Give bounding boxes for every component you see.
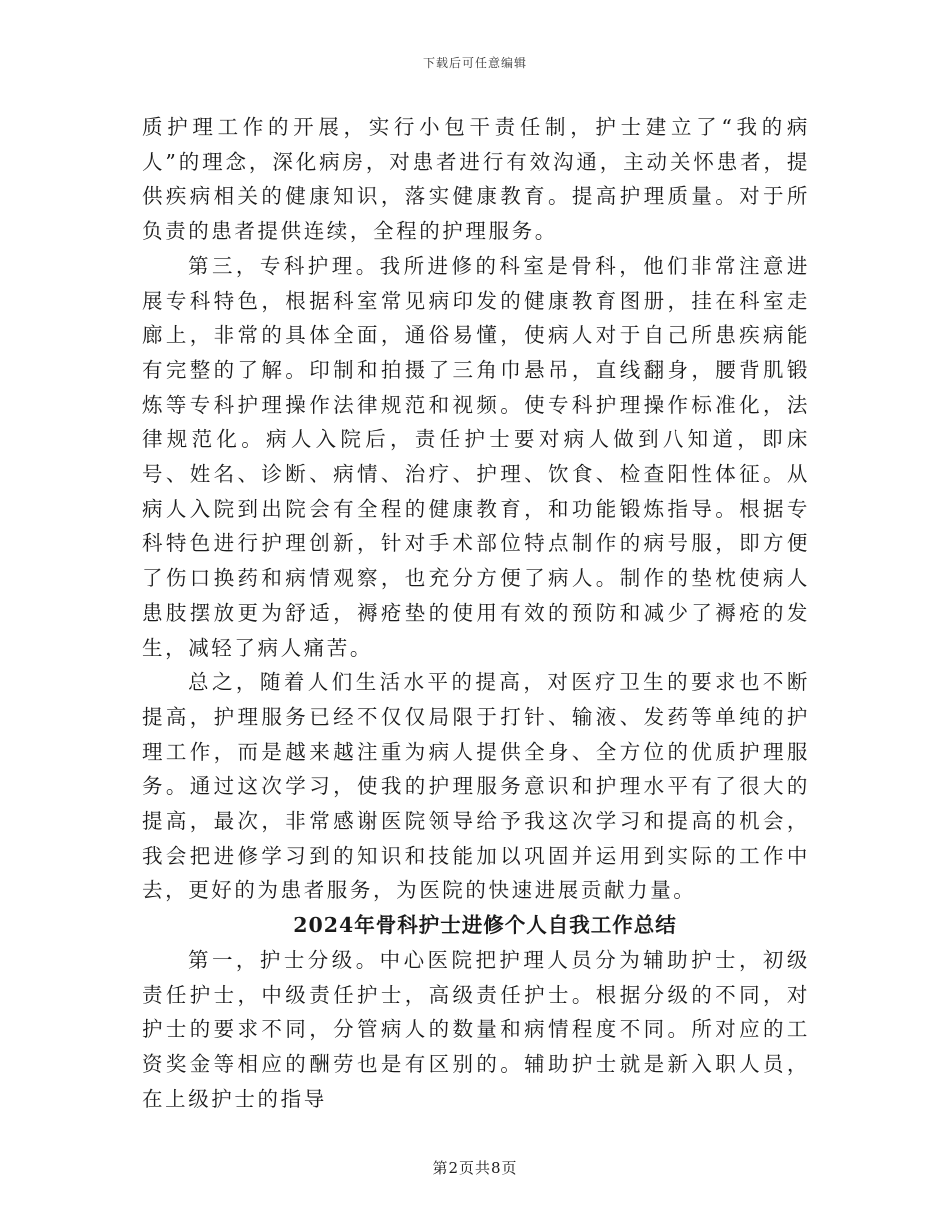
paragraph-specialty-nursing: 第三，专科护理。我所进修的科室是骨科，他们非常注意进展专科特色，根据科室常见病印发的健康教育图册，挂在科室走廊上，非常的具体全面，通俗易懂，使病人对于自己所患疾病能有完整的了解。印制和拍摄了三角巾悬吊，直线翻身，腰背肌锻炼等专科护理操作法律规范和视频。使专科护理操作标准化，法律规范化。病人入院后，责任护士要对病人做到八知道，即床号、姓名、诊断、病情、治疗、护理、饮食、检查阳性体征。从病人入院到出院会有全程的健康教育，和功能锻炼指导。根据专科特色进行护理创新，针对手术部位特点制作的病号服，即方便了伤口换药和病情观察，也充分方便了病人。制作的垫枕使病人患肢摆放更为舒适，褥疮垫的使用有效的预防和减少了褥疮的发生，减轻了病人痛苦。 — [142, 253, 810, 660]
document-body — [142, 110, 810, 1116]
paragraph-continuation: 质护理工作的开展，实行小包干责任制，护士建立了“我的病人”的理念，深化病房，对患者进行有效沟通，主动关怀患者，提供疾病相关的健康知识，落实健康教育。提高护理质量。对于所负责的患者提供连续，全程的护理服务。 — [142, 115, 810, 244]
page-header-note: 下载后可任意编辑 — [422, 56, 527, 70]
paragraph-conclusion: 总之，随着人们生活水平的提高，对医疗卫生的要求也不断提高，护理服务已经不仅仅局限于打针、输液、发药等单纯的护理工作，而是越来越注重为病人提供全身、全方位的优质护理服务。通过这次学习，使我的护理服务意识和护理水平有了很大的提高，最次，非常感谢医院领导给予我这次学习和提高的机会，我会把进修学习到的知识和技能加以巩固并运用到实际的工作中去，更好的为患者服务，为医院的快速进展贡献力量。 — [142, 670, 810, 903]
section-title: 2024年骨科护士进修个人自我工作总结 — [293, 913, 677, 938]
page-footer-number: 第2页共8页 — [432, 1159, 518, 1177]
paragraph-nurse-grading: 第一，护士分级。中心医院把护理人员分为辅助护士，初级责任护士，中级责任护士，高级责任护士。根据分级的不同，对护士的要求不同，分管病人的数量和病情程度不同。所对应的工资奖金等相应的酬劳也是有区别的。辅助护士就是新入职人员，在上级护士的指导 — [142, 947, 810, 1111]
